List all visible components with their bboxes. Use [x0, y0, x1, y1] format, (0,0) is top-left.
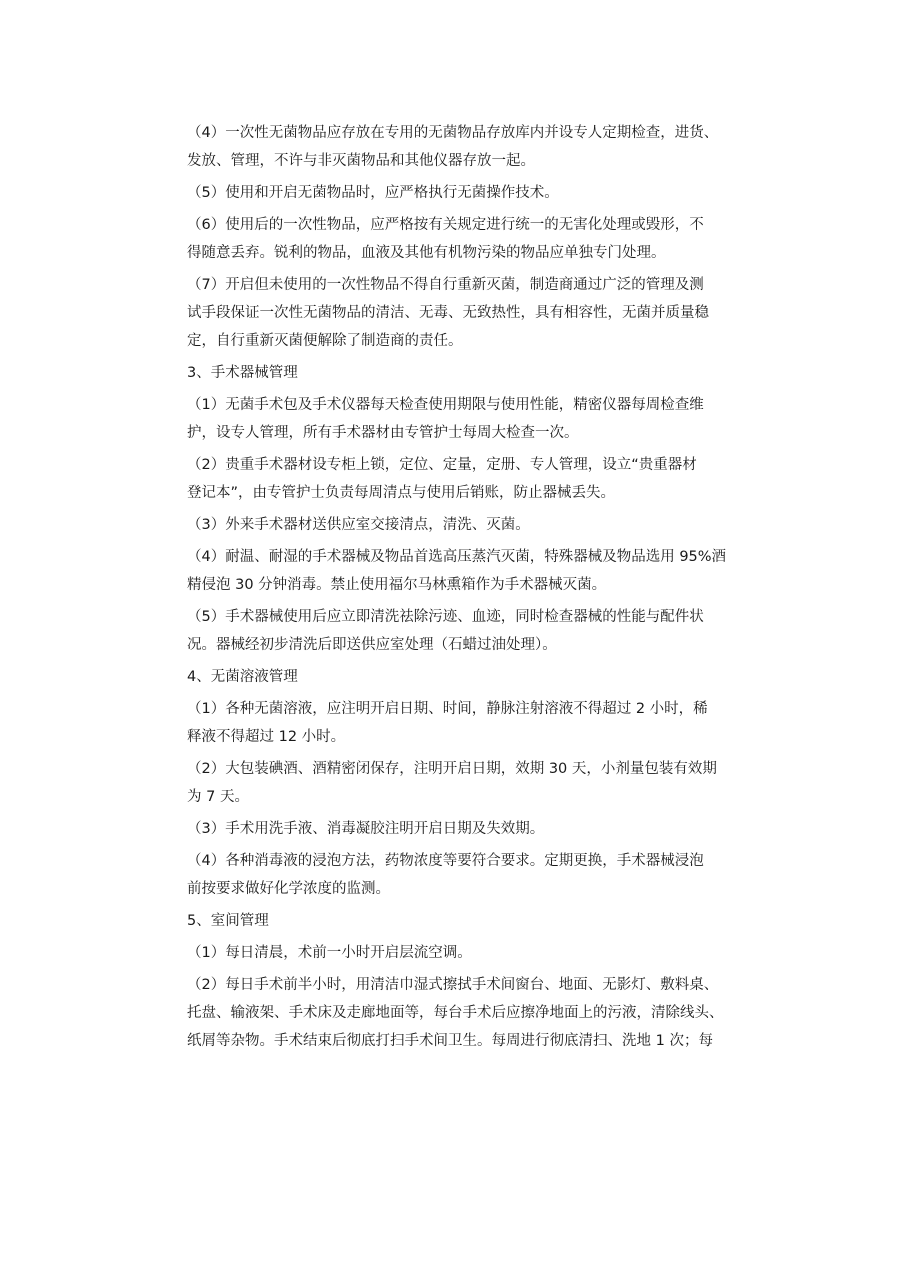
- text-line: 发放、管理，不许与非灭菌物品和其他仪器存放一起。: [187, 153, 535, 169]
- text-line: 定，自行重新灭菌便解除了制造商的责任。: [187, 333, 463, 349]
- text-line: （2）大包装碘酒、酒精密闭保存，注明开启日期，效期 30 天，小剂量包装有效期: [187, 761, 717, 777]
- text-line: （1）各种无菌溶液，应注明开启日期、时间，静脉注射溶液不得超过 2 小时，稀: [187, 701, 708, 717]
- text-line: （3）外来手术器材送供应室交接清点，清洗、灭菌。: [187, 517, 530, 533]
- text-line: （1）每日清晨，术前一小时开启层流空调。: [187, 945, 472, 961]
- text-line: 为 7 天。: [187, 789, 249, 805]
- text-line: （3）手术用洗手液、消毒凝胶注明开启日期及失效期。: [187, 821, 545, 837]
- text-line: 前按要求做好化学浓度的监测。: [187, 881, 390, 897]
- text-line: 释液不得超过 12 小时。: [187, 729, 346, 745]
- text-line: 登记本”，由专管护士负责每周清点与使用后销账，防止器械丢失。: [187, 485, 616, 501]
- text-line: （4）一次性无菌物品应存放在专用的无菌物品存放库内并设专人定期检查，进货、: [187, 125, 719, 141]
- text-line: （4）耐温、耐湿的手术器械及物品首选高压蒸汽灭菌，特殊器械及物品选用 95%酒: [187, 549, 727, 565]
- text-line: 4、无菌溶液管理: [187, 669, 298, 685]
- text-line: （5）手术器械使用后应立即清洗祛除污迹、血迹，同时检查器械的性能与配件状: [187, 609, 704, 625]
- text-line: 况。器械经初步清洗后即送供应室处理（石蜡过油处理）。: [187, 637, 557, 653]
- text-line: （2）每日手术前半小时，用清洁巾湿式擦拭手术间窗台、地面、无影灯、敷料桌、: [187, 977, 719, 993]
- document-body: [187, 119, 777, 1055]
- text-line: 试手段保证一次性无菌物品的清洁、无毒、无致热性，具有相容性，无菌并质量稳: [187, 305, 709, 321]
- text-line: 得随意丢弃。锐利的物品，血液及其他有机物污染的物品应单独专门处理。: [187, 245, 666, 261]
- text-line: 精侵泡 30 分钟消毒。禁止使用福尔马林熏箱作为手术器械灭菌。: [187, 577, 607, 593]
- text-line: 护，设专人管理，所有手术器材由专管护士每周大检查一次。: [187, 425, 579, 441]
- text-line: （5）使用和开启无菌物品时，应严格执行无菌操作技术。: [187, 185, 559, 201]
- text-line: 5、室间管理: [187, 913, 269, 929]
- text-line: 纸屑等杂物。手术结束后彻底打扫手术间卫生。每周进行彻底清扫、洗地 1 次；每: [187, 1033, 713, 1049]
- text-line: （2）贵重手术器材设专柜上锁，定位、定量，定册、专人管理，设立“贵重器材: [187, 457, 697, 473]
- text-line: （6）使用后的一次性物品，应严格按有关规定进行统一的无害化处理或毁形，不: [187, 217, 704, 233]
- text-line: （7）开启但未使用的一次性物品不得自行重新灭菌，制造商通过广泛的管理及测: [187, 277, 704, 293]
- text-line: 托盘、输液架、手术床及走廊地面等，每台手术后应擦净地面上的污液，清除线头、: [187, 1005, 724, 1021]
- text-line: 3、手术器械管理: [187, 365, 298, 381]
- text-line: （4）各种消毒液的浸泡方法，药物浓度等要符合要求。定期更换，手术器械浸泡: [187, 853, 704, 869]
- text-line: （1）无菌手术包及手术仪器每天检查使用期限与使用性能，精密仪器每周检查维: [187, 397, 704, 413]
